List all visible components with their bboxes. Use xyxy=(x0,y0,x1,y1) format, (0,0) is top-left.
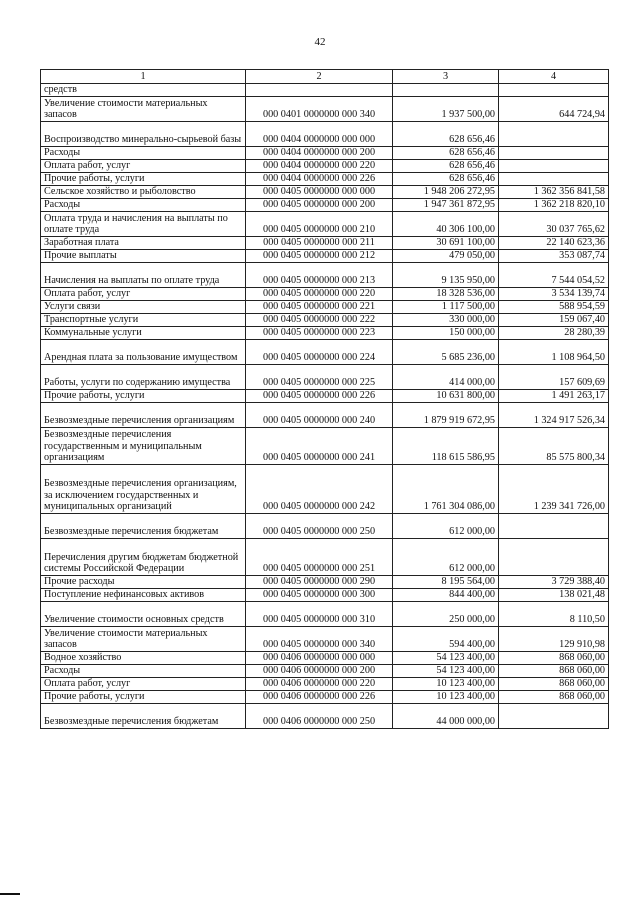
row-plan-cell: 628 656,46 xyxy=(393,173,499,186)
row-actual-cell: 28 280,39 xyxy=(499,327,609,340)
row-name-cell: Прочие работы, услуги xyxy=(41,691,246,704)
column-header-3: 3 xyxy=(393,70,499,84)
row-plan-cell: 9 135 950,00 xyxy=(393,263,499,288)
row-plan-cell: 250 000,00 xyxy=(393,602,499,627)
table-row xyxy=(41,327,609,340)
row-actual-cell: 85 575 800,34 xyxy=(499,428,609,465)
table-row xyxy=(41,160,609,173)
row-name-cell: Водное хозяйство xyxy=(41,652,246,665)
row-code-cell: 000 0404 0000000 000 226 xyxy=(246,173,393,186)
row-name-cell: Заработная плата xyxy=(41,237,246,250)
table-row xyxy=(41,465,609,514)
row-actual-cell: 138 021,48 xyxy=(499,589,609,602)
row-plan-cell: 414 000,00 xyxy=(393,365,499,390)
row-actual-cell xyxy=(499,173,609,186)
table-row xyxy=(41,390,609,403)
row-plan-cell: 594 400,00 xyxy=(393,627,499,652)
row-code-cell: 000 0405 0000000 000 222 xyxy=(246,314,393,327)
table-row xyxy=(41,263,609,288)
row-plan-cell: 40 306 100,00 xyxy=(393,212,499,237)
row-code-cell: 000 0405 0000000 000 340 xyxy=(246,627,393,652)
table-row xyxy=(41,602,609,627)
row-actual-cell: 588 954,59 xyxy=(499,301,609,314)
row-name-cell: Начисления на выплаты по оплате труда xyxy=(41,263,246,288)
row-name-cell: Безвозмездные перечисления бюджетам xyxy=(41,514,246,539)
column-header-1: 1 xyxy=(41,70,246,84)
row-code-cell: 000 0405 0000000 000 223 xyxy=(246,327,393,340)
row-plan-cell: 1 947 361 872,95 xyxy=(393,199,499,212)
row-actual-cell: 1 239 341 726,00 xyxy=(499,465,609,514)
row-code-cell: 000 0405 0000000 000 226 xyxy=(246,390,393,403)
row-code-cell: 000 0405 0000000 000 224 xyxy=(246,340,393,365)
row-code-cell: 000 0405 0000000 000 221 xyxy=(246,301,393,314)
row-plan-cell: 18 328 536,00 xyxy=(393,288,499,301)
row-code-cell: 000 0404 0000000 000 000 xyxy=(246,122,393,147)
table-row xyxy=(41,652,609,665)
row-code-cell: 000 0406 0000000 000 250 xyxy=(246,704,393,729)
table-row xyxy=(41,314,609,327)
row-plan-cell: 628 656,46 xyxy=(393,122,499,147)
table-row xyxy=(41,173,609,186)
row-code-cell: 000 0405 0000000 000 250 xyxy=(246,514,393,539)
row-name-cell: Расходы xyxy=(41,665,246,678)
row-actual-cell: 1 362 218 820,10 xyxy=(499,199,609,212)
row-code-cell: 000 0405 0000000 000 242 xyxy=(246,465,393,514)
row-actual-cell: 30 037 765,62 xyxy=(499,212,609,237)
row-name-cell: Безвозмездные перечисления организациям xyxy=(41,403,246,428)
row-actual-cell xyxy=(499,122,609,147)
table-row xyxy=(41,514,609,539)
table-row xyxy=(41,665,609,678)
row-actual-cell: 868 060,00 xyxy=(499,665,609,678)
row-plan-cell: 44 000 000,00 xyxy=(393,704,499,729)
row-plan-cell: 10 123 400,00 xyxy=(393,691,499,704)
table-row xyxy=(41,576,609,589)
row-actual-cell xyxy=(499,84,609,97)
row-code-cell: 000 0405 0000000 000 240 xyxy=(246,403,393,428)
row-name-cell: Коммунальные услуги xyxy=(41,327,246,340)
row-code-cell: 000 0406 0000000 000 200 xyxy=(246,665,393,678)
row-code-cell: 000 0404 0000000 000 200 xyxy=(246,147,393,160)
table-row xyxy=(41,340,609,365)
row-plan-cell: 30 691 100,00 xyxy=(393,237,499,250)
table-row xyxy=(41,589,609,602)
table-row xyxy=(41,627,609,652)
row-actual-cell: 1 362 356 841,58 xyxy=(499,186,609,199)
row-actual-cell: 868 060,00 xyxy=(499,678,609,691)
table-row xyxy=(41,428,609,465)
table-body xyxy=(41,84,609,729)
row-actual-cell: 644 724,94 xyxy=(499,97,609,122)
row-name-cell: Прочие выплаты xyxy=(41,250,246,263)
row-plan-cell: 628 656,46 xyxy=(393,160,499,173)
row-plan-cell: 118 615 586,95 xyxy=(393,428,499,465)
row-code-cell: 000 0405 0000000 000 310 xyxy=(246,602,393,627)
row-name-cell: Работы, услуги по содержанию имущества xyxy=(41,365,246,390)
table-row xyxy=(41,539,609,576)
table-header xyxy=(41,70,609,84)
row-actual-cell: 1 108 964,50 xyxy=(499,340,609,365)
row-code-cell: 000 0405 0000000 000 212 xyxy=(246,250,393,263)
row-plan-cell: 479 050,00 xyxy=(393,250,499,263)
row-actual-cell: 129 910,98 xyxy=(499,627,609,652)
row-plan-cell: 330 000,00 xyxy=(393,314,499,327)
table-row xyxy=(41,678,609,691)
row-code-cell: 000 0405 0000000 000 225 xyxy=(246,365,393,390)
row-plan-cell: 1 937 500,00 xyxy=(393,97,499,122)
row-code-cell: 000 0405 0000000 000 300 xyxy=(246,589,393,602)
row-actual-cell xyxy=(499,160,609,173)
row-plan-cell: 10 123 400,00 xyxy=(393,678,499,691)
row-plan-cell: 10 631 800,00 xyxy=(393,390,499,403)
row-code-cell: 000 0404 0000000 000 220 xyxy=(246,160,393,173)
row-name-cell: Прочие работы, услуги xyxy=(41,173,246,186)
row-actual-cell: 868 060,00 xyxy=(499,691,609,704)
row-name-cell: Услуги связи xyxy=(41,301,246,314)
row-actual-cell: 1 324 917 526,34 xyxy=(499,403,609,428)
row-plan-cell: 54 123 400,00 xyxy=(393,665,499,678)
row-plan-cell: 8 195 564,00 xyxy=(393,576,499,589)
column-header-2: 2 xyxy=(246,70,393,84)
table-row xyxy=(41,237,609,250)
row-plan-cell: 150 000,00 xyxy=(393,327,499,340)
row-name-cell: Расходы xyxy=(41,199,246,212)
row-name-cell: Прочие расходы xyxy=(41,576,246,589)
table-row xyxy=(41,84,609,97)
row-actual-cell: 868 060,00 xyxy=(499,652,609,665)
table-row xyxy=(41,250,609,263)
row-actual-cell: 353 087,74 xyxy=(499,250,609,263)
row-name-cell: Расходы xyxy=(41,147,246,160)
page-number: 42 xyxy=(314,36,326,48)
row-name-cell: Прочие работы, услуги xyxy=(41,390,246,403)
row-plan-cell: 612 000,00 xyxy=(393,514,499,539)
table-row xyxy=(41,691,609,704)
row-name-cell: средств xyxy=(41,84,246,97)
row-name-cell: Оплата труда и начисления на выплаты по оплате труда xyxy=(41,212,246,237)
row-code-cell: 000 0405 0000000 000 241 xyxy=(246,428,393,465)
row-code-cell: 000 0401 0000000 000 340 xyxy=(246,97,393,122)
row-code-cell: 000 0406 0000000 000 000 xyxy=(246,652,393,665)
row-actual-cell: 7 544 054,52 xyxy=(499,263,609,288)
row-actual-cell: 3 534 139,74 xyxy=(499,288,609,301)
row-actual-cell xyxy=(499,704,609,729)
row-code-cell: 000 0405 0000000 000 000 xyxy=(246,186,393,199)
row-actual-cell: 3 729 388,40 xyxy=(499,576,609,589)
row-code-cell: 000 0406 0000000 000 226 xyxy=(246,691,393,704)
row-actual-cell: 22 140 623,36 xyxy=(499,237,609,250)
row-name-cell: Оплата работ, услуг xyxy=(41,288,246,301)
row-plan-cell: 844 400,00 xyxy=(393,589,499,602)
row-code-cell: 000 0406 0000000 000 220 xyxy=(246,678,393,691)
row-code-cell: 000 0405 0000000 000 211 xyxy=(246,237,393,250)
table-row xyxy=(41,704,609,729)
row-name-cell: Арендная плата за пользование имуществом xyxy=(41,340,246,365)
row-name-cell: Перечисления другим бюджетам бюджетной системы Российской Федерации xyxy=(41,539,246,576)
table-row xyxy=(41,301,609,314)
row-actual-cell: 159 067,40 xyxy=(499,314,609,327)
row-name-cell: Безвозмездные перечисления государственным и муниципальным организациям xyxy=(41,428,246,465)
row-plan-cell: 1 948 206 272,95 xyxy=(393,186,499,199)
row-plan-cell xyxy=(393,84,499,97)
row-plan-cell: 1 761 304 086,00 xyxy=(393,465,499,514)
row-name-cell: Поступление нефинансовых активов xyxy=(41,589,246,602)
row-code-cell: 000 0405 0000000 000 251 xyxy=(246,539,393,576)
row-code-cell xyxy=(246,84,393,97)
row-code-cell: 000 0405 0000000 000 290 xyxy=(246,576,393,589)
table-row xyxy=(41,147,609,160)
table-row xyxy=(41,365,609,390)
row-name-cell: Сельское хозяйство и рыболовство xyxy=(41,186,246,199)
table-row xyxy=(41,186,609,199)
row-name-cell: Оплата работ, услуг xyxy=(41,160,246,173)
row-code-cell: 000 0405 0000000 000 213 xyxy=(246,263,393,288)
row-actual-cell xyxy=(499,539,609,576)
table-row xyxy=(41,403,609,428)
row-name-cell: Оплата работ, услуг xyxy=(41,678,246,691)
table-row xyxy=(41,212,609,237)
row-name-cell: Увеличение стоимости материальных запасов xyxy=(41,97,246,122)
row-plan-cell: 1 117 500,00 xyxy=(393,301,499,314)
margin-mark xyxy=(0,893,20,895)
row-plan-cell: 1 879 919 672,95 xyxy=(393,403,499,428)
row-name-cell: Безвозмездные перечисления организациям, за исключением государственных и муниципальных организаций xyxy=(41,465,246,514)
row-name-cell: Воспроизводство минерально-сырьевой базы xyxy=(41,122,246,147)
budget-table xyxy=(40,69,609,729)
row-actual-cell: 8 110,50 xyxy=(499,602,609,627)
row-actual-cell xyxy=(499,147,609,160)
row-actual-cell xyxy=(499,514,609,539)
table-row xyxy=(41,97,609,122)
column-header-4: 4 xyxy=(499,70,609,84)
table-row xyxy=(41,122,609,147)
row-actual-cell: 157 609,69 xyxy=(499,365,609,390)
row-plan-cell: 54 123 400,00 xyxy=(393,652,499,665)
row-name-cell: Безвозмездные перечисления бюджетам xyxy=(41,704,246,729)
row-code-cell: 000 0405 0000000 000 200 xyxy=(246,199,393,212)
table-row xyxy=(41,288,609,301)
table-row xyxy=(41,199,609,212)
row-name-cell: Увеличение стоимости материальных запасов xyxy=(41,627,246,652)
row-name-cell: Транспортные услуги xyxy=(41,314,246,327)
row-name-cell: Увеличение стоимости основных средств xyxy=(41,602,246,627)
row-plan-cell: 612 000,00 xyxy=(393,539,499,576)
row-plan-cell: 5 685 236,00 xyxy=(393,340,499,365)
row-code-cell: 000 0405 0000000 000 210 xyxy=(246,212,393,237)
row-code-cell: 000 0405 0000000 000 220 xyxy=(246,288,393,301)
row-actual-cell: 1 491 263,17 xyxy=(499,390,609,403)
row-plan-cell: 628 656,46 xyxy=(393,147,499,160)
